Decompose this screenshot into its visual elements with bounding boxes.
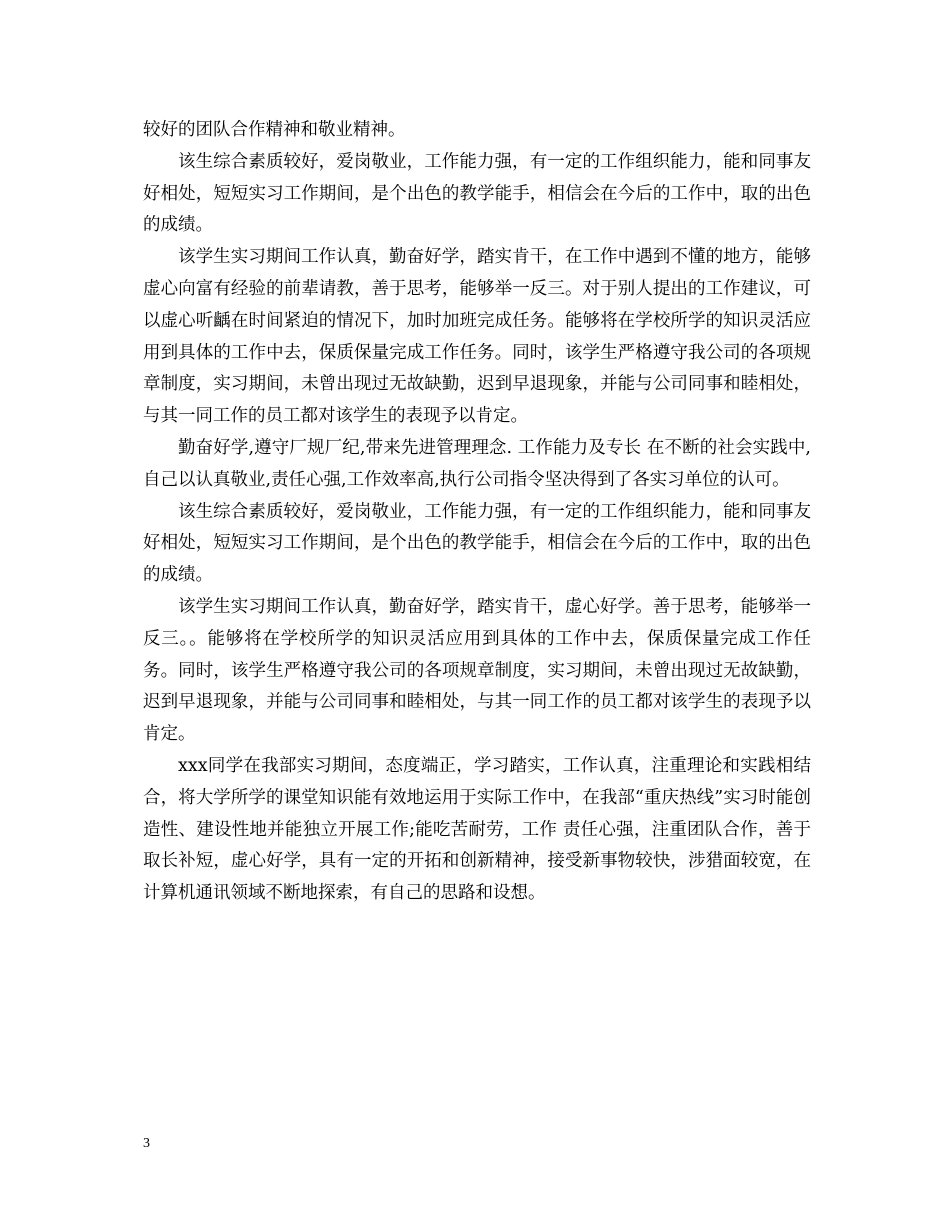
paragraph: 勤奋好学,遵守厂规厂纪,带来先进管理理念. 工作能力及专长 在不断的社会实践中,自己以认真敬业,责任心强,工作效率高,执行公司指令坚决得到了各实习单位的认可。 <box>143 437 811 490</box>
paragraph: 该生综合素质较好，爱岗敬业，工作能力强，有一定的工作组织能力，能和同事友好相处，短短实习工作期间，是个出色的教学能手，相信会在今后的工作中，取的出色的成绩。 <box>143 151 811 236</box>
paragraph: 该学生实习期间工作认真，勤奋好学，踏实肯干，在工作中遇到不懂的地方，能够虚心向富有经验的前辈请教，善于思考，能够举一反三。对于别人提出的工作建议，可以虚心听齲在时间紧迫的情况下，加时加班完成任务。能够将在学校所学的知识灵活应用到具体的工作中去，保质保量完成工作任务。同时，该学生严格遵守我公司的各项规章制度，实习期间，未曾出现过无故缺勤，迟到早退现象，并能与公司同事和睦相处，与其一同工作的员工都对该学生的表现予以肯定。 <box>143 247 811 427</box>
paragraph: xxx同学在我部实习期间，态度端正，学习踏实，工作认真，注重理论和实践相结合，将大学所学的课堂知识能有效地运用于实际工作中，在我部“重庆热线”实习时能创造性、建设性地并能独立开展工作;能吃苦耐劳，工作 责任心强，注重团队合作，善于取长补短，虚心好学，具有一定的开拓和创新精神，接受新事物较快，涉猎面较宽，在计算机通讯领域不断地探索，有自己的思路和设想。 <box>143 755 811 904</box>
document-body <box>143 115 811 910</box>
paragraph-continuation: 较好的团队合作精神和敬业精神。 <box>143 120 406 140</box>
paragraph: 该生综合素质较好，爱岗敬业，工作能力强，有一定的工作组织能力，能和同事友好相处，短短实习工作期间，是个出色的教学能手，相信会在今后的工作中，取的出色的成绩。 <box>143 501 811 586</box>
paragraph: 该学生实习期间工作认真，勤奋好学，踏实肯干，虚心好学。善于思考，能够举一反三。。能够将在学校所学的知识灵活应用到具体的工作中去，保质保量完成工作任务。同时，该学生严格遵守我公司的各项规章制度，实习期间，未曾出现过无故缺勤，迟到早退现象，并能与公司同事和睦相处，与其一同工作的员工都对该学生的表现予以肯定。 <box>143 596 811 745</box>
page-number: 3 <box>143 1136 150 1151</box>
